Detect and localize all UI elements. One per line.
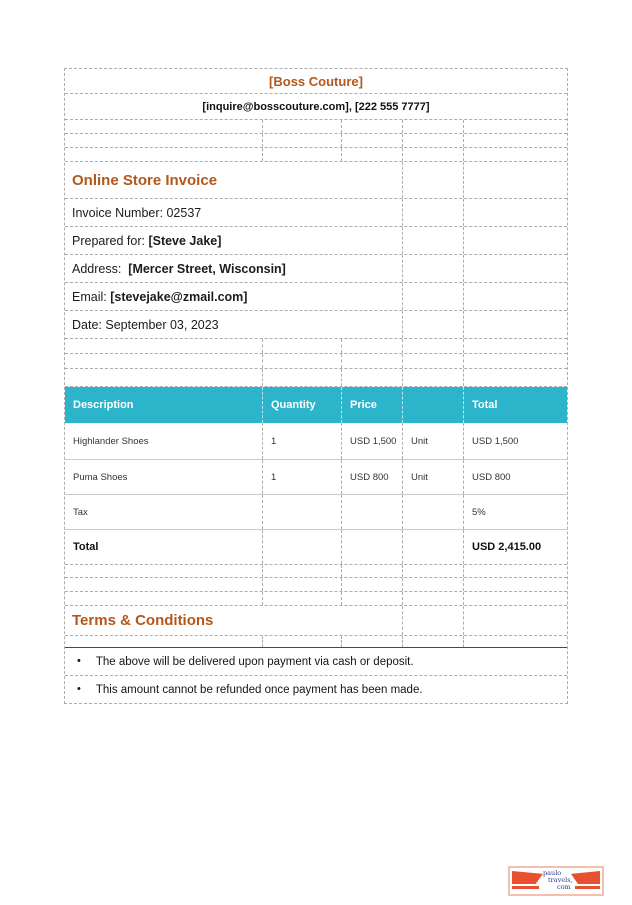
grid-cell: [65, 592, 263, 605]
grid-cell: [403, 369, 464, 386]
grid-spacer-row: [65, 354, 567, 369]
grid-cell: [403, 606, 464, 635]
logo-bar-icon: [512, 886, 539, 889]
bullet-icon: •: [77, 655, 81, 667]
grid-cell: [342, 354, 403, 368]
grid-cell: [342, 148, 403, 161]
bullet-icon: •: [77, 683, 81, 695]
grid-cell: [263, 578, 342, 591]
detail-prefix: Address:: [72, 261, 129, 276]
grid-cell: [403, 311, 464, 338]
total-label: Total: [65, 530, 263, 564]
detail-value: 02537: [166, 205, 202, 220]
item-unit: Unit: [403, 423, 464, 459]
total-value: USD 2,415.00: [472, 541, 542, 553]
detail-prefix: Email:: [72, 289, 111, 304]
grid-cell: [464, 578, 567, 591]
header-total: Total: [472, 399, 498, 411]
grid-spacer-row: [65, 578, 567, 592]
item-unit: Unit: [403, 460, 464, 494]
grid-cell: [65, 636, 263, 647]
grid-cell: [403, 255, 464, 282]
grid-cell: [464, 148, 567, 161]
tax-row: [65, 495, 567, 530]
invoice-date: [65, 311, 403, 338]
item-price: USD 800: [342, 460, 403, 494]
detail-row-address: [65, 255, 567, 283]
item-row: [65, 423, 567, 460]
grid-spacer-row: [65, 120, 567, 134]
grid-cell: [403, 283, 464, 310]
tax-label: Tax: [65, 495, 263, 529]
grid-cell: [263, 592, 342, 605]
grid-cell: [342, 565, 403, 577]
grid-cell: [403, 578, 464, 591]
grid-cell: [403, 636, 464, 647]
detail-value: [Mercer Street, Wisconsin]: [128, 261, 286, 276]
grid-cell: [403, 199, 464, 226]
grid-cell: [464, 255, 567, 282]
invoice-title: Online Store Invoice: [65, 162, 403, 198]
detail-prefix: Invoice Number:: [72, 205, 167, 220]
logo-flag-icon: [512, 871, 543, 884]
detail-row-email: [65, 283, 567, 311]
detail-prefix: Date:: [72, 317, 106, 332]
grid-cell: [403, 495, 464, 529]
detail-value: September 03, 2023: [105, 317, 219, 332]
grid-spacer-row: [65, 134, 567, 148]
grid-cell: [464, 354, 567, 368]
grid-cell: [464, 311, 567, 338]
item-price: USD 1,500: [342, 423, 403, 459]
grid-cell: [342, 339, 403, 353]
grid-cell: [342, 134, 403, 147]
item-description: Puma Shoes: [65, 460, 263, 494]
item-row: [65, 460, 567, 495]
item-total: USD 800: [472, 471, 511, 483]
invoice-title-row: [65, 162, 567, 199]
grid-cell: [65, 369, 263, 386]
grid-cell: [342, 530, 403, 564]
grid-cell: [464, 120, 567, 133]
grid-cell: [263, 495, 342, 529]
grid-cell: [403, 120, 464, 133]
logo-text: [543, 870, 585, 891]
detail-row-invoice-number: [65, 199, 567, 227]
grid-cell: [342, 495, 403, 529]
invoice-number: [65, 199, 403, 226]
invoice-document-grid: [64, 68, 568, 704]
grid-cell: [464, 162, 567, 198]
grid-cell: [342, 120, 403, 133]
item-quantity: 1: [263, 460, 342, 494]
grid-cell: [65, 134, 263, 147]
email: [65, 283, 403, 310]
detail-value: [stevejake@zmail.com]: [110, 289, 248, 304]
logo-text-line: com: [557, 883, 571, 891]
grid-cell: [263, 636, 342, 647]
grid-cell: [65, 354, 263, 368]
grid-cell: [263, 339, 342, 353]
detail-prefix: Prepared for:: [72, 233, 149, 248]
tax-value: 5%: [472, 506, 486, 518]
grid-cell: [464, 592, 567, 605]
grid-cell: [403, 134, 464, 147]
grid-cell: [263, 134, 342, 147]
paulo-travels-logo: [508, 866, 604, 896]
header-description: Description: [65, 387, 263, 423]
company-name: [Boss Couture]: [269, 73, 363, 89]
grid-cell: [464, 369, 567, 386]
detail-row-date: [65, 311, 567, 339]
grid-spacer-row: [65, 592, 567, 606]
terms-bullet-row: [65, 676, 567, 703]
terms-bullet-item: [65, 676, 567, 703]
company-row: [65, 69, 567, 94]
grid-spacer-row: [65, 565, 567, 578]
grid-cell: [464, 283, 567, 310]
item-total: USD 1,500: [472, 435, 519, 447]
grid-cell: [342, 592, 403, 605]
grid-cell: [263, 120, 342, 133]
grid-spacer-row: [65, 636, 567, 648]
grid-cell: [464, 227, 567, 254]
grid-cell: [65, 148, 263, 161]
grid-cell: [403, 339, 464, 353]
grid-cell: [464, 636, 567, 647]
grid-cell: [403, 530, 464, 564]
total-row: [65, 530, 567, 565]
grid-cell: [403, 227, 464, 254]
detail-value: [Steve Jake]: [148, 233, 222, 248]
header-blank: [403, 387, 464, 423]
terms-title-row: [65, 606, 567, 636]
terms-title: Terms & Conditions: [65, 606, 403, 635]
terms-bullet-text: This amount cannot be refunded once payment has been made.: [95, 683, 423, 696]
item-quantity: 1: [263, 423, 342, 459]
detail-row-prepared-for: [65, 227, 567, 255]
items-header-row: [65, 387, 567, 423]
logo-text-line: paulo: [543, 869, 562, 877]
terms-bullet-text: The above will be delivered upon payment via cash or deposit.: [95, 655, 414, 668]
grid-cell: [263, 148, 342, 161]
grid-cell: [464, 199, 567, 226]
header-price: Price: [342, 387, 403, 423]
prepared-for: [65, 227, 403, 254]
grid-cell: [263, 354, 342, 368]
grid-cell: [342, 636, 403, 647]
terms-bullet-item: [65, 648, 567, 675]
grid-cell: [403, 148, 464, 161]
grid-cell: [464, 606, 567, 635]
grid-cell: [464, 134, 567, 147]
grid-cell: [342, 578, 403, 591]
grid-cell: [342, 369, 403, 386]
grid-cell: [263, 530, 342, 564]
grid-cell: [403, 354, 464, 368]
terms-bullet-row: [65, 648, 567, 676]
grid-cell: [65, 339, 263, 353]
grid-cell: [263, 369, 342, 386]
item-description: Highlander Shoes: [65, 423, 263, 459]
grid-spacer-row: [65, 339, 567, 354]
grid-cell: [464, 339, 567, 353]
grid-cell: [65, 565, 263, 577]
grid-cell: [65, 578, 263, 591]
grid-cell: [403, 162, 464, 198]
grid-cell: [464, 565, 567, 577]
contact-row: [65, 94, 567, 120]
grid-cell: [263, 565, 342, 577]
grid-cell: [65, 120, 263, 133]
address: [65, 255, 403, 282]
grid-spacer-row: [65, 369, 567, 387]
header-quantity: Quantity: [263, 387, 342, 423]
grid-spacer-row: [65, 148, 567, 162]
grid-cell: [403, 565, 464, 577]
grid-cell: [403, 592, 464, 605]
company-contact: [inquire@bosscouture.com], [222 555 7777]: [202, 100, 430, 113]
logo-text-line: travels,: [548, 876, 573, 884]
